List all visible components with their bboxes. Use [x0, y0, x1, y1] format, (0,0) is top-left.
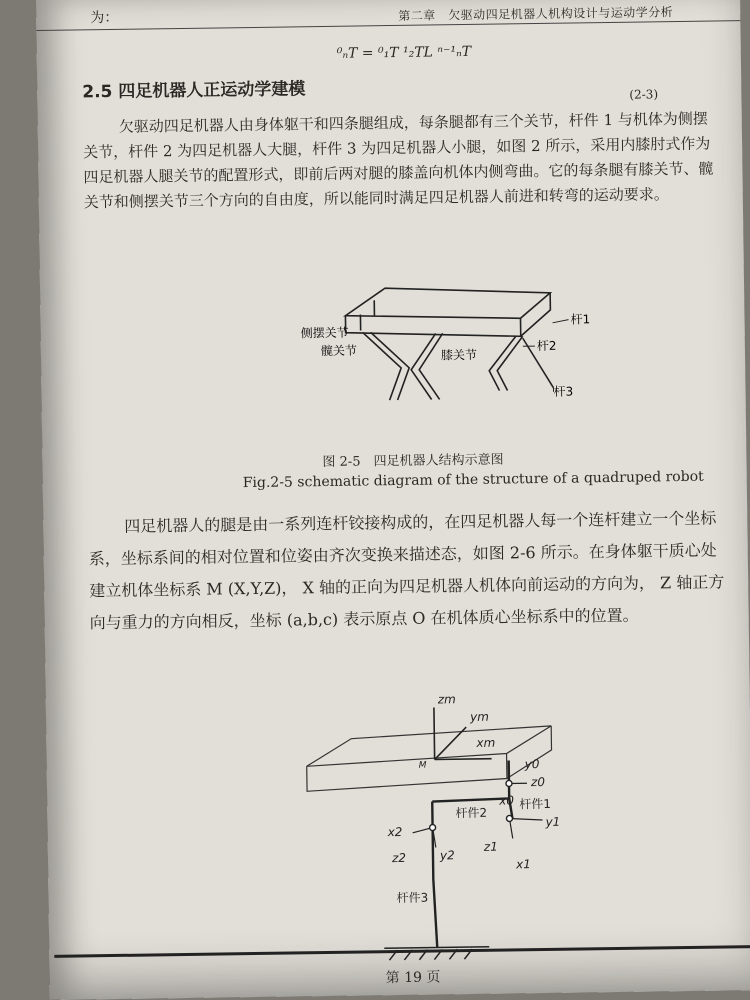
robot-body-box [345, 286, 551, 339]
label-link2: 杆2 [536, 338, 557, 354]
label-xm: xm [476, 735, 496, 750]
label-zm: zm [437, 692, 456, 707]
label-leader-lines [523, 320, 570, 393]
running-header [36, 0, 740, 31]
paragraph-1: 欠驱动四足机器人由身体躯干和四条腿组成，每条腿都有三个关节，杆件 1 与机体为侧摆关节，杆件 2 为四足机器人大腿，杆件 3 为四足机器人小腿，如图 2 所示，采用内膝肘式作为四足机器人腿关节的配置形式，即前后两对腿的膝盖向机体内侧弯曲。它的每条腿有膝关节、髋关节和侧摆关节三个方向的自由度，所以能同时满足四足机器人前进和转弯的运动要求。 [83, 109, 714, 212]
equation-2-3: ⁰ₙT = ⁰₁T ¹₂TL ⁿ⁻¹ₙT [336, 43, 472, 62]
label-link3: 杆3 [553, 384, 574, 399]
label-y1: y1 [545, 814, 561, 829]
figure-2-5-caption-zh: 图 2-5 四足机器人结构示意图 [322, 452, 504, 471]
label-z0: z0 [530, 774, 546, 790]
section-title: 2.5 四足机器人正运动学建模 [82, 79, 306, 103]
figure-2-6-diagram [286, 687, 590, 966]
chapter-title: 第二章 欠驱动四足机器人机构设计与运动学分析 [398, 5, 674, 23]
label-z2: z2 [391, 850, 407, 866]
figure-2-5-caption-en: Fig.2-5 schematic diagram of the structure of a quadruped robot [242, 468, 704, 492]
label-x0: x0 [499, 793, 515, 808]
label-link1: 杆件1 [519, 796, 552, 812]
equation-number: (2-3) [629, 87, 659, 102]
header-left-text: 为： [90, 9, 119, 27]
paragraph-2: 四足机器人的腿是由一系列连杆铰接构成的，在四足机器人每一个连杆建立一个坐标系，坐标系间的相对位置和位姿由齐次变换来描述态，如图 2-6 所示。在身体躯干质心处建立机体坐标系 M (X,Y,Z)， X 轴的正向为四足机器人机体向前运动的方向为， Z 轴正方向与重力的方向相反，坐标 (a,b,c) 表示原点 O 在机体质心坐标系中的位置。 [88, 508, 725, 633]
body-plate [306, 726, 552, 791]
label-M: M [418, 760, 427, 771]
page-number: 第 19 页 [385, 969, 441, 987]
label-hip-joint: 髋关节 [320, 343, 358, 359]
label-link2: 杆件2 [455, 805, 488, 821]
label-x2: x2 [387, 824, 403, 840]
figure-2-5-diagram [290, 267, 622, 422]
label-link3: 杆件3 [396, 890, 429, 906]
label-link1: 杆1 [570, 312, 591, 327]
label-z1: z1 [483, 839, 498, 854]
label-x1: x1 [516, 857, 531, 872]
robot-legs [363, 330, 554, 401]
book-page [36, 0, 750, 1000]
label-knee-joint: 膝关节 [440, 347, 478, 363]
label-y2: y2 [439, 848, 455, 863]
label-side-joint: 侧摆关节 [300, 325, 349, 341]
label-y0: y0 [524, 757, 540, 772]
label-ym: ym [469, 709, 489, 725]
